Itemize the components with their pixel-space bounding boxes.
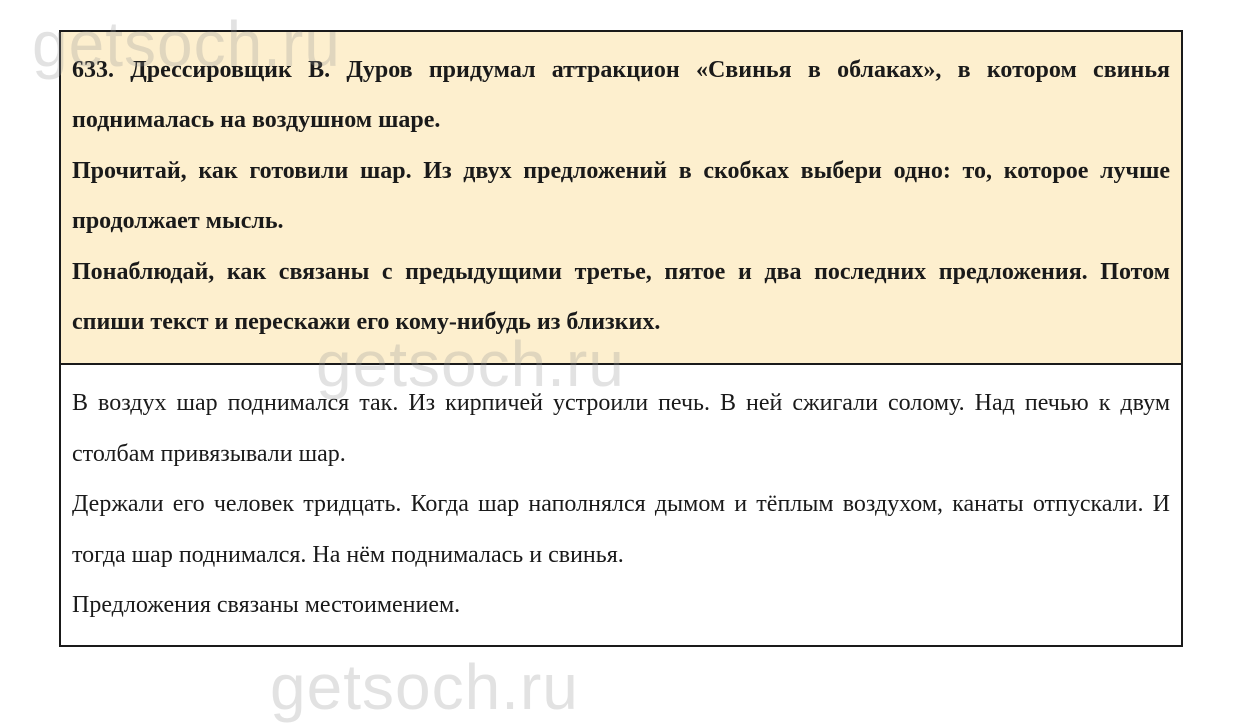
watermark-bottom: getsoch.ru (270, 651, 579, 723)
task-intro: 633. Дрессировщик В. Дуров придумал аттракцион «Свинья в облаках», в котором свинья поднималась на воздушном шаре. (72, 57, 1170, 134)
watermark-middle: getsoch.ru (316, 328, 625, 400)
task-instruction-observe: Понаблюдай, как связаны с предыдущими третье, пятое и два последних предложения. Потом спиши текст и перескажи его кому-нибудь из близких. (72, 258, 1170, 336)
answer-block (61, 365, 1181, 645)
watermark-top: getsoch.ru (32, 8, 341, 80)
answer-paragraph: В воздух шар поднимался так. Из кирпичей устроили печь. В ней сжигали солому. Над печью к двум столбам привязывали шар. (72, 390, 1170, 467)
answer-conclusion: Предложения связаны местоимением. (72, 592, 461, 619)
answer-paragraph: Держали его человек тридцать. Когда шар наполнялся дымом и тёплым воздухом, канаты отпускали. И тогда шар поднимался. На нём поднималась и свинья. (72, 491, 1170, 568)
task-instruction-read: Прочитай, как готовили шар. Из двух предложений в скобках выбери одно: то, которое лучше продолжает мысль. (72, 157, 1170, 235)
task-block (61, 32, 1181, 365)
exercise-card (59, 30, 1183, 647)
